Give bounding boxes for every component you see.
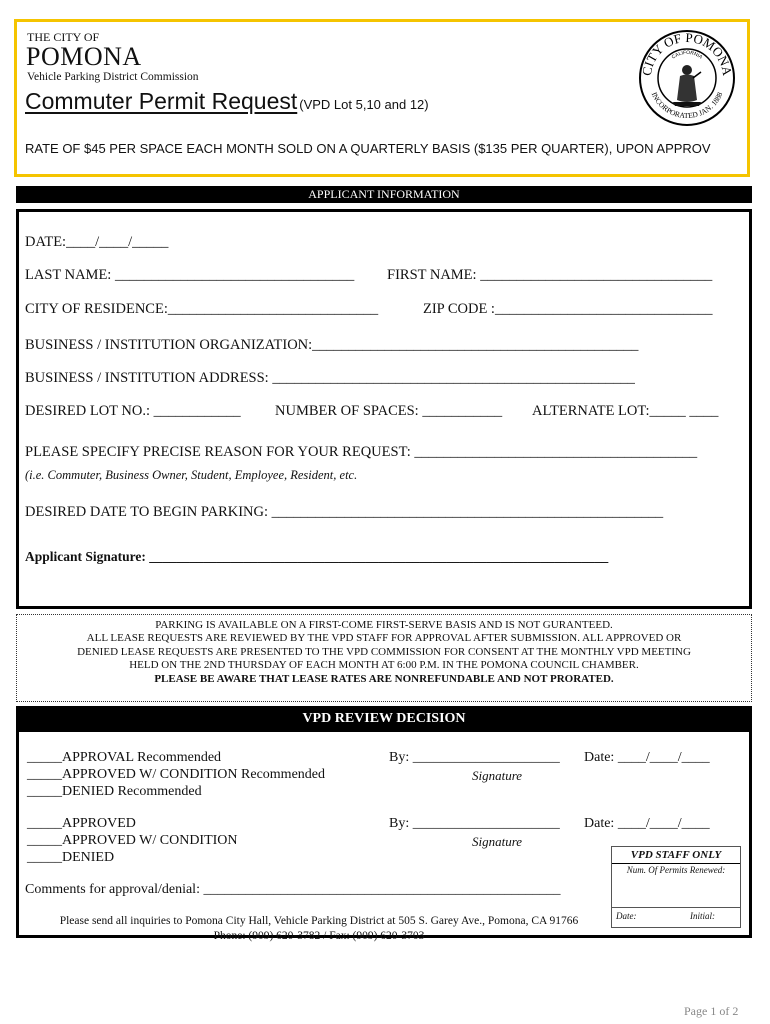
date-field[interactable]: DATE:____/____/_____ xyxy=(25,234,169,250)
alternate-lot-field[interactable]: ALTERNATE LOT:_____ ____ xyxy=(532,403,719,419)
city-of-residence-field[interactable]: CITY OF RESIDENCE:_____________________________ xyxy=(25,301,379,317)
request-reason-field[interactable]: PLEASE SPECIFY PRECISE REASON FOR YOUR REQUEST: _______________________________________ xyxy=(25,444,698,460)
seal-inner-text: CALIFORNIA xyxy=(670,49,704,61)
commission-name: Vehicle Parking District Commission xyxy=(27,71,199,83)
organization-field[interactable]: BUSINESS / INSTITUTION ORGANIZATION:_____________________________________________ xyxy=(25,337,639,353)
begin-date-field[interactable]: DESIRED DATE TO BEGIN PARKING: ______________________________________________________ xyxy=(25,504,664,520)
seal-top-text: CITY OF POMONA xyxy=(638,29,736,77)
number-of-spaces-field[interactable]: NUMBER OF SPACES: ___________ xyxy=(275,403,503,419)
permits-renewed-field[interactable]: Num. Of Permits Renewed: xyxy=(626,865,726,875)
signature-label: Signature xyxy=(472,768,523,783)
staff-divider xyxy=(612,907,740,908)
form-header xyxy=(14,19,750,177)
form-title xyxy=(25,88,429,115)
reviewer-date-field[interactable]: Date: ____/____/____ xyxy=(584,750,710,765)
denied-recommended-option[interactable]: _____DENIED Recommended xyxy=(27,784,202,799)
approved-option[interactable]: _____APPROVED xyxy=(27,816,136,831)
zip-code-field[interactable]: ZIP CODE :______________________________ xyxy=(423,301,713,317)
form-subtitle: (VPD Lot 5,10 and 12) xyxy=(299,97,429,112)
approved-condition-option[interactable]: _____APPROVED W/ CONDITION xyxy=(27,833,238,848)
signature-label: Signature xyxy=(472,834,523,849)
city-seal-icon xyxy=(637,28,737,128)
commission-by-field[interactable]: By: _____________________ xyxy=(389,816,560,831)
contact-address: Please send all inquiries to Pomona City Hall, Vehicle Parking District at 505 S. Garey Ave., Pomona, CA 91766 xyxy=(59,915,579,927)
parking-notice xyxy=(16,614,752,702)
commission-date-field[interactable]: Date: ____/____/____ xyxy=(584,816,710,831)
seal-bottom-text: INCORPORATED JAN. 1888 xyxy=(649,90,725,121)
last-name-field[interactable]: LAST NAME: _________________________________ xyxy=(25,267,355,283)
first-name-field[interactable]: FIRST NAME: ________________________________ xyxy=(387,267,713,283)
notice-line: ALL LEASE REQUESTS ARE REVIEWED BY THE VPD STAFF FOR APPROVAL AFTER SUBMISSION. ALL APPROVED OR xyxy=(86,632,682,645)
notice-warning: PLEASE BE AWARE THAT LEASE RATES ARE NONREFUNDABLE AND NOT PRORATED. xyxy=(154,672,614,685)
applicant-info-section xyxy=(16,209,752,609)
staff-only-box xyxy=(611,846,741,928)
request-reason-hint: (i.e. Commuter, Business Owner, Student, Employee, Resident, etc. xyxy=(25,468,358,482)
staff-date-field[interactable]: Date: xyxy=(616,911,637,921)
comments-field[interactable]: Comments for approval/denial: ___________________________________________________ xyxy=(25,882,561,897)
approval-recommended-option[interactable]: _____APPROVAL Recommended xyxy=(27,750,222,765)
approved-condition-recommended-option[interactable]: _____APPROVED W/ CONDITION Recommended xyxy=(27,767,325,782)
notice-line: DENIED LEASE REQUESTS ARE PRESENTED TO THE VPD COMMISSION FOR CONSENT AT THE MONTHLY VPD MEETING xyxy=(77,645,691,658)
staff-initial-field[interactable]: Initial: xyxy=(690,911,715,921)
notice-line: PARKING IS AVAILABLE ON A FIRST-COME FIRST-SERVE BASIS AND IS NOT GURANTEED. xyxy=(155,619,613,631)
applicant-info-header: APPLICANT INFORMATION xyxy=(16,186,752,203)
contact-info xyxy=(29,914,609,944)
form-title-text: Commuter Permit Request xyxy=(25,88,298,114)
vpd-review-section xyxy=(16,732,752,942)
vpd-review-header: VPD REVIEW DECISION xyxy=(16,706,752,732)
rate-text: RATE OF $45 PER SPACE EACH MONTH SOLD ON A QUARTERLY BASIS ($135 PER QUARTER), UPON APPROV xyxy=(25,141,711,156)
denied-option[interactable]: _____DENIED xyxy=(27,850,115,865)
city-name: POMONA xyxy=(26,42,142,71)
desired-lot-field[interactable]: DESIRED LOT NO.: ____________ xyxy=(25,403,241,419)
notice-line: HELD ON THE 2ND THURSDAY OF EACH MONTH AT 6:00 P.M. IN THE POMONA COUNCIL CHAMBER. xyxy=(129,659,639,672)
contact-phone: Phone: (909) 620-3782 / Fax: (909) 620-3703 xyxy=(213,930,425,942)
city-of-label: THE CITY OF xyxy=(27,30,100,44)
staff-only-title: VPD STAFF ONLY xyxy=(612,847,740,864)
reviewer-by-field[interactable]: By: _____________________ xyxy=(389,750,560,765)
page-number: Page 1 of 2 xyxy=(684,1004,739,1018)
applicant-signature-field[interactable]: Applicant Signature: ____________________________________________________________________ xyxy=(25,549,609,564)
business-address-field[interactable]: BUSINESS / INSTITUTION ADDRESS: __________________________________________________ xyxy=(25,370,635,386)
